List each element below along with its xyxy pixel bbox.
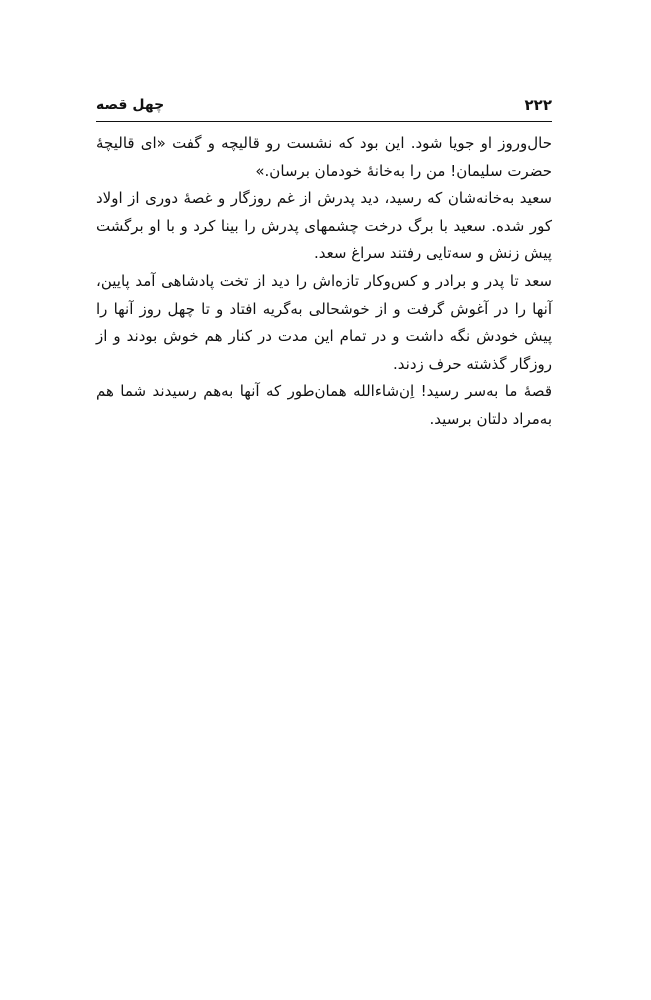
paragraph: حال‌وروز او جویا شود. این بود که نشست رو قالیچه و گفت «ای قالیچهٔ حضرت سلیمان! من را به‌خانهٔ خودمان برسان.» bbox=[96, 134, 552, 180]
paragraph: سعید به‌خانه‌شان که رسید، دید پدرش از غم روزگار و غصهٔ دوری از اولاد کور شده. سعید با برگ درخت چشمهای پدرش را بینا کرد و با او برگشت پیش زنش و سه‌تایی رفتند سراغ سعد. bbox=[96, 189, 552, 263]
body-text bbox=[96, 130, 552, 434]
book-title: چهل قصه bbox=[96, 97, 165, 113]
paragraph: سعد تا پدر و برادر و کس‌وکار تازه‌اش را دید از تخت پادشاهی آمد پایین، آنها را در آغوش گرفت و از خوشحالی به‌گریه افتاد و تا چهل روز آنها را پیش خودش نگه داشت و در تمام این مدت در کنار هم خوش بودند و از روزگار گذشته حرف زدند. bbox=[96, 271, 552, 373]
page-number: ۲۲۲ bbox=[524, 96, 552, 114]
paragraph: قصهٔ ما به‌سر رسید! اِن‌شاءالله همان‌طور که آنها به‌هم رسیدند شما هم به‌مراد دلتان برسید. bbox=[96, 382, 552, 428]
running-header bbox=[96, 96, 552, 118]
header-divider bbox=[96, 121, 552, 122]
